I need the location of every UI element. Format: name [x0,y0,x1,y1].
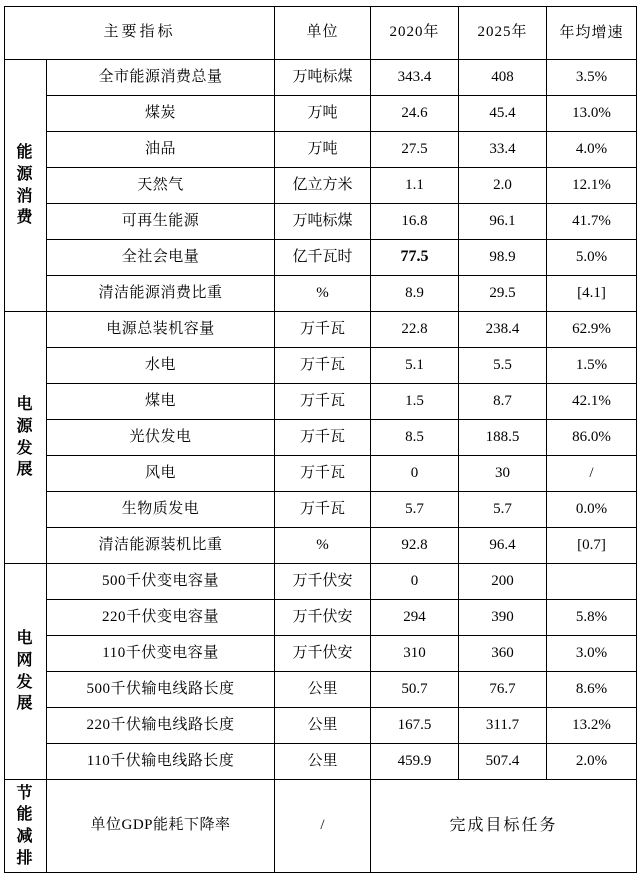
row-value-2020: 50.7 [371,672,459,708]
header-cell-2025: 2025年 [459,7,547,60]
header-cell-unit: 单位 [275,7,371,60]
row-name: 全社会电量 [47,240,275,276]
row-growth-rate: 5.8% [547,600,637,636]
row-growth-rate: 42.1% [547,384,637,420]
row-value-2020: 27.5 [371,132,459,168]
row-value-2020: 1.5 [371,384,459,420]
row-growth-rate: 4.0% [547,132,637,168]
table-row [5,708,637,744]
row-growth-rate: 13.0% [547,96,637,132]
table-row [5,420,637,456]
row-name: 110千伏变电容量 [47,636,275,672]
row-growth-rate: 13.2% [547,708,637,744]
table-row [5,636,637,672]
row-name: 可再生能源 [47,204,275,240]
row-name: 油品 [47,132,275,168]
row-value-2025: 98.9 [459,240,547,276]
row-value-2020: 77.5 [371,240,459,276]
row-growth-rate [547,564,637,600]
row-growth-rate: 8.6% [547,672,637,708]
row-name: 110千伏输电线路长度 [47,744,275,780]
row-value-2025: 96.4 [459,528,547,564]
row-unit: 万吨 [275,96,371,132]
row-value-2025: 2.0 [459,168,547,204]
row-name: 煤电 [47,384,275,420]
row-value-2020: 343.4 [371,60,459,96]
row-value-2025: 507.4 [459,744,547,780]
row-value-2025: 360 [459,636,547,672]
row-unit: 亿立方米 [275,168,371,204]
table-body [5,60,637,873]
table-header [5,7,637,60]
row-name: 500千伏输电线路长度 [47,672,275,708]
row-unit: 万吨标煤 [275,204,371,240]
row-growth-rate: 86.0% [547,420,637,456]
table-row [5,348,637,384]
table-row [5,744,637,780]
row-value-2025: 45.4 [459,96,547,132]
table-row [5,600,637,636]
table-row [5,132,637,168]
row-name: 光伏发电 [47,420,275,456]
row-value-2025: 8.7 [459,384,547,420]
row-value-2020: 167.5 [371,708,459,744]
table-row [5,60,637,96]
row-name: 单位GDP能耗下降率 [47,780,275,873]
row-growth-rate: 3.0% [547,636,637,672]
row-value-2020: 22.8 [371,312,459,348]
row-unit: 公里 [275,708,371,744]
row-name: 清洁能源装机比重 [47,528,275,564]
table-row [5,492,637,528]
table-row [5,96,637,132]
row-value-2025: 311.7 [459,708,547,744]
row-name: 煤炭 [47,96,275,132]
row-value-2020: 1.1 [371,168,459,204]
row-growth-rate: / [547,456,637,492]
row-name: 220千伏输电线路长度 [47,708,275,744]
table-row [5,168,637,204]
table-row [5,672,637,708]
table-row [5,276,637,312]
group-label-text: 电网发展 [16,630,35,713]
row-value-2025: 5.5 [459,348,547,384]
row-name: 水电 [47,348,275,384]
indicators-table [4,6,637,873]
group-label-energy-saving [5,780,47,873]
header-row [5,7,637,60]
row-value-2025: 390 [459,600,547,636]
row-growth-rate: 0.0% [547,492,637,528]
row-unit: 万千伏安 [275,636,371,672]
group-label-energy-consumption [5,60,47,312]
row-value-2020: 5.1 [371,348,459,384]
row-growth-rate: 62.9% [547,312,637,348]
header-cell-2020: 2020年 [371,7,459,60]
header-cell-growth: 年均增速 [547,7,637,60]
table-row [5,456,637,492]
row-value-2020: 0 [371,456,459,492]
row-unit: 公里 [275,744,371,780]
row-unit: % [275,528,371,564]
row-unit: 万千瓦 [275,492,371,528]
row-name: 全市能源消费总量 [47,60,275,96]
row-value-2025: 238.4 [459,312,547,348]
row-value-2020: 0 [371,564,459,600]
row-value-2020: 459.9 [371,744,459,780]
row-growth-rate: 1.5% [547,348,637,384]
row-growth-rate: 3.5% [547,60,637,96]
row-value-2020: 8.5 [371,420,459,456]
group-label-text: 电源发展 [16,396,35,479]
table-row [5,384,637,420]
row-growth-rate: 41.7% [547,204,637,240]
row-name: 风电 [47,456,275,492]
row-value-2025: 200 [459,564,547,600]
row-value-2025: 5.7 [459,492,547,528]
row-unit: / [275,780,371,873]
row-value-2020: 5.7 [371,492,459,528]
row-growth-rate: 5.0% [547,240,637,276]
row-name: 220千伏变电容量 [47,600,275,636]
row-value-2020: 92.8 [371,528,459,564]
row-growth-rate: [4.1] [547,276,637,312]
table-row [5,780,637,873]
row-value-2025: 408 [459,60,547,96]
row-growth-rate: 2.0% [547,744,637,780]
row-unit: 公里 [275,672,371,708]
row-merged-value: 完成目标任务 [371,780,637,873]
row-unit: 万千瓦 [275,384,371,420]
row-unit: 万吨标煤 [275,60,371,96]
row-unit: 亿千瓦时 [275,240,371,276]
row-unit: 万吨 [275,132,371,168]
row-value-2020: 310 [371,636,459,672]
group-label-text: 能源消费 [16,144,35,227]
row-value-2020: 16.8 [371,204,459,240]
row-unit: 万千瓦 [275,420,371,456]
row-unit: 万千伏安 [275,600,371,636]
row-name: 500千伏变电容量 [47,564,275,600]
row-value-2020: 8.9 [371,276,459,312]
table-row [5,528,637,564]
row-value-2025: 33.4 [459,132,547,168]
row-growth-rate: [0.7] [547,528,637,564]
table-row [5,204,637,240]
table-row [5,240,637,276]
group-label-power-generation [5,312,47,564]
row-name: 天然气 [47,168,275,204]
group-label-grid-development [5,564,47,780]
row-value-2025: 76.7 [459,672,547,708]
header-cell-indicator: 主要指标 [5,7,275,60]
row-growth-rate: 12.1% [547,168,637,204]
row-unit: 万千伏安 [275,564,371,600]
table-row [5,564,637,600]
group-label-text: 节能减排 [16,784,35,867]
row-value-2025: 96.1 [459,204,547,240]
row-value-2025: 29.5 [459,276,547,312]
row-value-2025: 30 [459,456,547,492]
row-name: 生物质发电 [47,492,275,528]
row-unit: 万千瓦 [275,312,371,348]
row-value-2020: 294 [371,600,459,636]
row-value-2025: 188.5 [459,420,547,456]
row-unit: % [275,276,371,312]
row-name: 电源总装机容量 [47,312,275,348]
row-unit: 万千瓦 [275,348,371,384]
row-unit: 万千瓦 [275,456,371,492]
row-name: 清洁能源消费比重 [47,276,275,312]
table-row [5,312,637,348]
row-value-2020: 24.6 [371,96,459,132]
